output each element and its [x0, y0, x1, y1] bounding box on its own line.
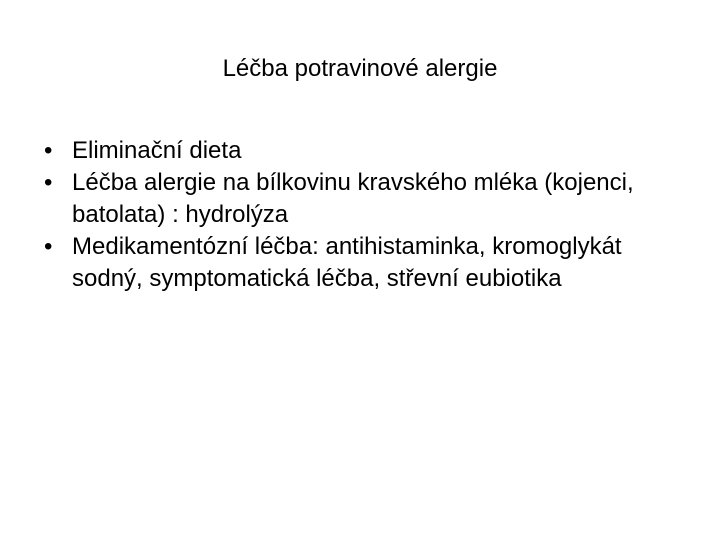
bullet-marker: • [44, 233, 53, 260]
bullet-text: Eliminační dieta [72, 137, 242, 164]
bullet-item-medication [44, 231, 694, 295]
bullet-marker: • [44, 137, 53, 164]
bullet-item-elimination-diet [44, 135, 694, 167]
bullet-text: Medikamentózní léčba: antihistaminka, kromoglykát sodný, symptomatická léčba, střevní eubiotika [72, 233, 622, 292]
bullet-text: Léčba alergie na bílkovinu kravského mléka (kojenci, batolata) : hydrolýza [72, 169, 634, 228]
bullet-item-milk-allergy [44, 167, 694, 231]
bullet-list [44, 135, 694, 295]
bullet-marker: • [44, 169, 53, 196]
slide-title: Léčba potravinové alergie [222, 55, 498, 82]
